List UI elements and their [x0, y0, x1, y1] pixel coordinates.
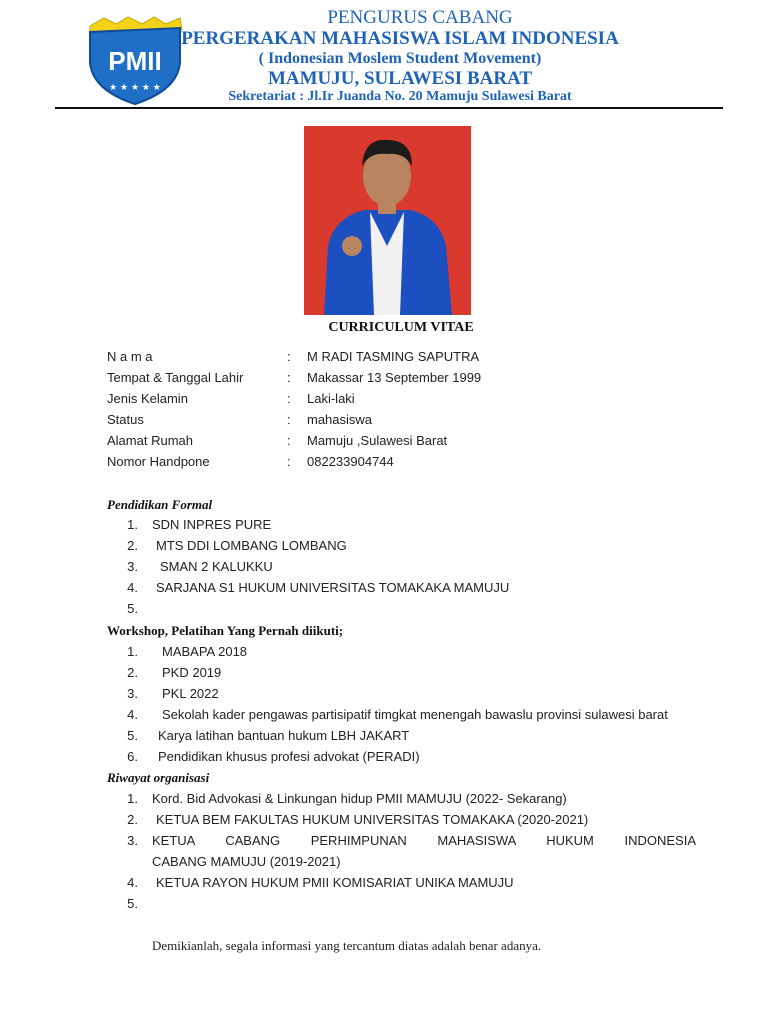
closing-statement: Demikianlah, segala informasi yang tercantum diatas adalah benar adanya.	[152, 938, 542, 953]
section-title-organization: Riwayat organisasi	[107, 770, 210, 785]
list-text: KETUA BEM FAKULTAS HUKUM UNIVERSITAS TOMAKAKA (2020-2021)	[156, 812, 589, 827]
info-colon: :	[287, 433, 291, 448]
document-title: CURRICULUM VITAE	[328, 320, 474, 335]
info-value: M RADI TASMING SAPUTRA	[307, 349, 480, 364]
info-label: Status	[107, 412, 144, 427]
list-text: SARJANA S1 HUKUM UNIVERSITAS TOMAKAKA MAMUJU	[156, 580, 510, 595]
info-value: Laki-laki	[307, 391, 355, 406]
info-label: N a m a	[107, 349, 153, 364]
list-number: 4.	[127, 875, 138, 890]
info-label: Jenis Kelamin	[107, 391, 188, 406]
info-value: 082233904744	[307, 454, 394, 469]
info-colon: :	[287, 370, 291, 385]
svg-text:★ ★ ★ ★ ★: ★ ★ ★ ★ ★	[109, 83, 161, 93]
list-text: PKL 2022	[162, 686, 219, 701]
info-colon: :	[287, 391, 291, 406]
list-number: 2.	[127, 665, 138, 680]
header-address: Sekretariat : Jl.Ir Juanda No. 20 Mamuju Sulawesi Barat	[228, 89, 572, 104]
header-line-1: PENGURUS CABANG	[327, 7, 513, 28]
list-number: 6.	[127, 749, 138, 764]
info-value: mahasiswa	[307, 412, 373, 427]
list-text: SDN INPRES PURE	[152, 517, 272, 532]
profile-photo	[304, 126, 471, 315]
list-text: Pendidikan khusus profesi advokat (PERADI)	[158, 749, 420, 764]
info-colon: :	[287, 454, 291, 469]
list-number: 5.	[127, 896, 138, 911]
list-number: 5.	[127, 601, 138, 616]
list-number: 3.	[127, 686, 138, 701]
list-text: MABAPA 2018	[162, 644, 248, 659]
section-title-education: Pendidikan Formal	[107, 497, 213, 512]
list-text: MTS DDI LOMBANG LOMBANG	[156, 538, 347, 553]
header-rule	[55, 107, 723, 109]
list-number: 4.	[127, 707, 138, 722]
list-number: 2.	[127, 812, 138, 827]
list-number: 2.	[127, 538, 138, 553]
info-colon: :	[287, 349, 291, 364]
header-org-english: ( Indonesian Moslem Student Movement)	[258, 50, 542, 67]
list-text: KETUA CABANG PERHIMPUNAN MAHASISWA HUKUM INDONESIA	[152, 833, 696, 848]
header-org-name: PERGERAKAN MAHASISWA ISLAM INDONESIA	[181, 28, 619, 49]
info-value: Makassar 13 September 1999	[307, 370, 482, 385]
list-text: PKD 2019	[162, 665, 222, 680]
info-value: Mamuju ,Sulawesi Barat	[307, 433, 448, 448]
list-number: 1.	[127, 644, 138, 659]
list-text: KETUA RAYON HUKUM PMII KOMISARIAT UNIKA MAMUJU	[156, 875, 514, 890]
section-title-workshop: Workshop, Pelatihan Yang Pernah diikuti;	[107, 623, 344, 638]
info-label: Tempat & Tanggal Lahir	[107, 370, 244, 385]
list-number: 4.	[127, 580, 138, 595]
list-text: Karya latihan bantuan hukum LBH JAKART	[158, 728, 410, 743]
list-text-continuation: CABANG MAMUJU (2019-2021)	[152, 854, 341, 869]
header-location: MAMUJU, SULAWESI BARAT	[267, 68, 533, 89]
list-text: Kord. Bid Advokasi & Linkungan hidup PMII MAMUJU (2022- Sekarang)	[152, 791, 567, 806]
list-number: 1.	[127, 517, 138, 532]
list-number: 5.	[127, 728, 138, 743]
info-label: Alamat Rumah	[107, 433, 193, 448]
list-text: SMAN 2 KALUKKU	[160, 559, 273, 574]
info-label: Nomor Handpone	[107, 454, 210, 469]
info-colon: :	[287, 412, 291, 427]
logo-text: PMII	[108, 46, 162, 76]
list-number: 3.	[127, 559, 138, 574]
list-text: Sekolah kader pengawas partisipatif timgkat menengah bawaslu provinsi sulawesi barat	[162, 707, 668, 722]
list-number: 3.	[127, 833, 138, 848]
list-number: 1.	[127, 791, 138, 806]
